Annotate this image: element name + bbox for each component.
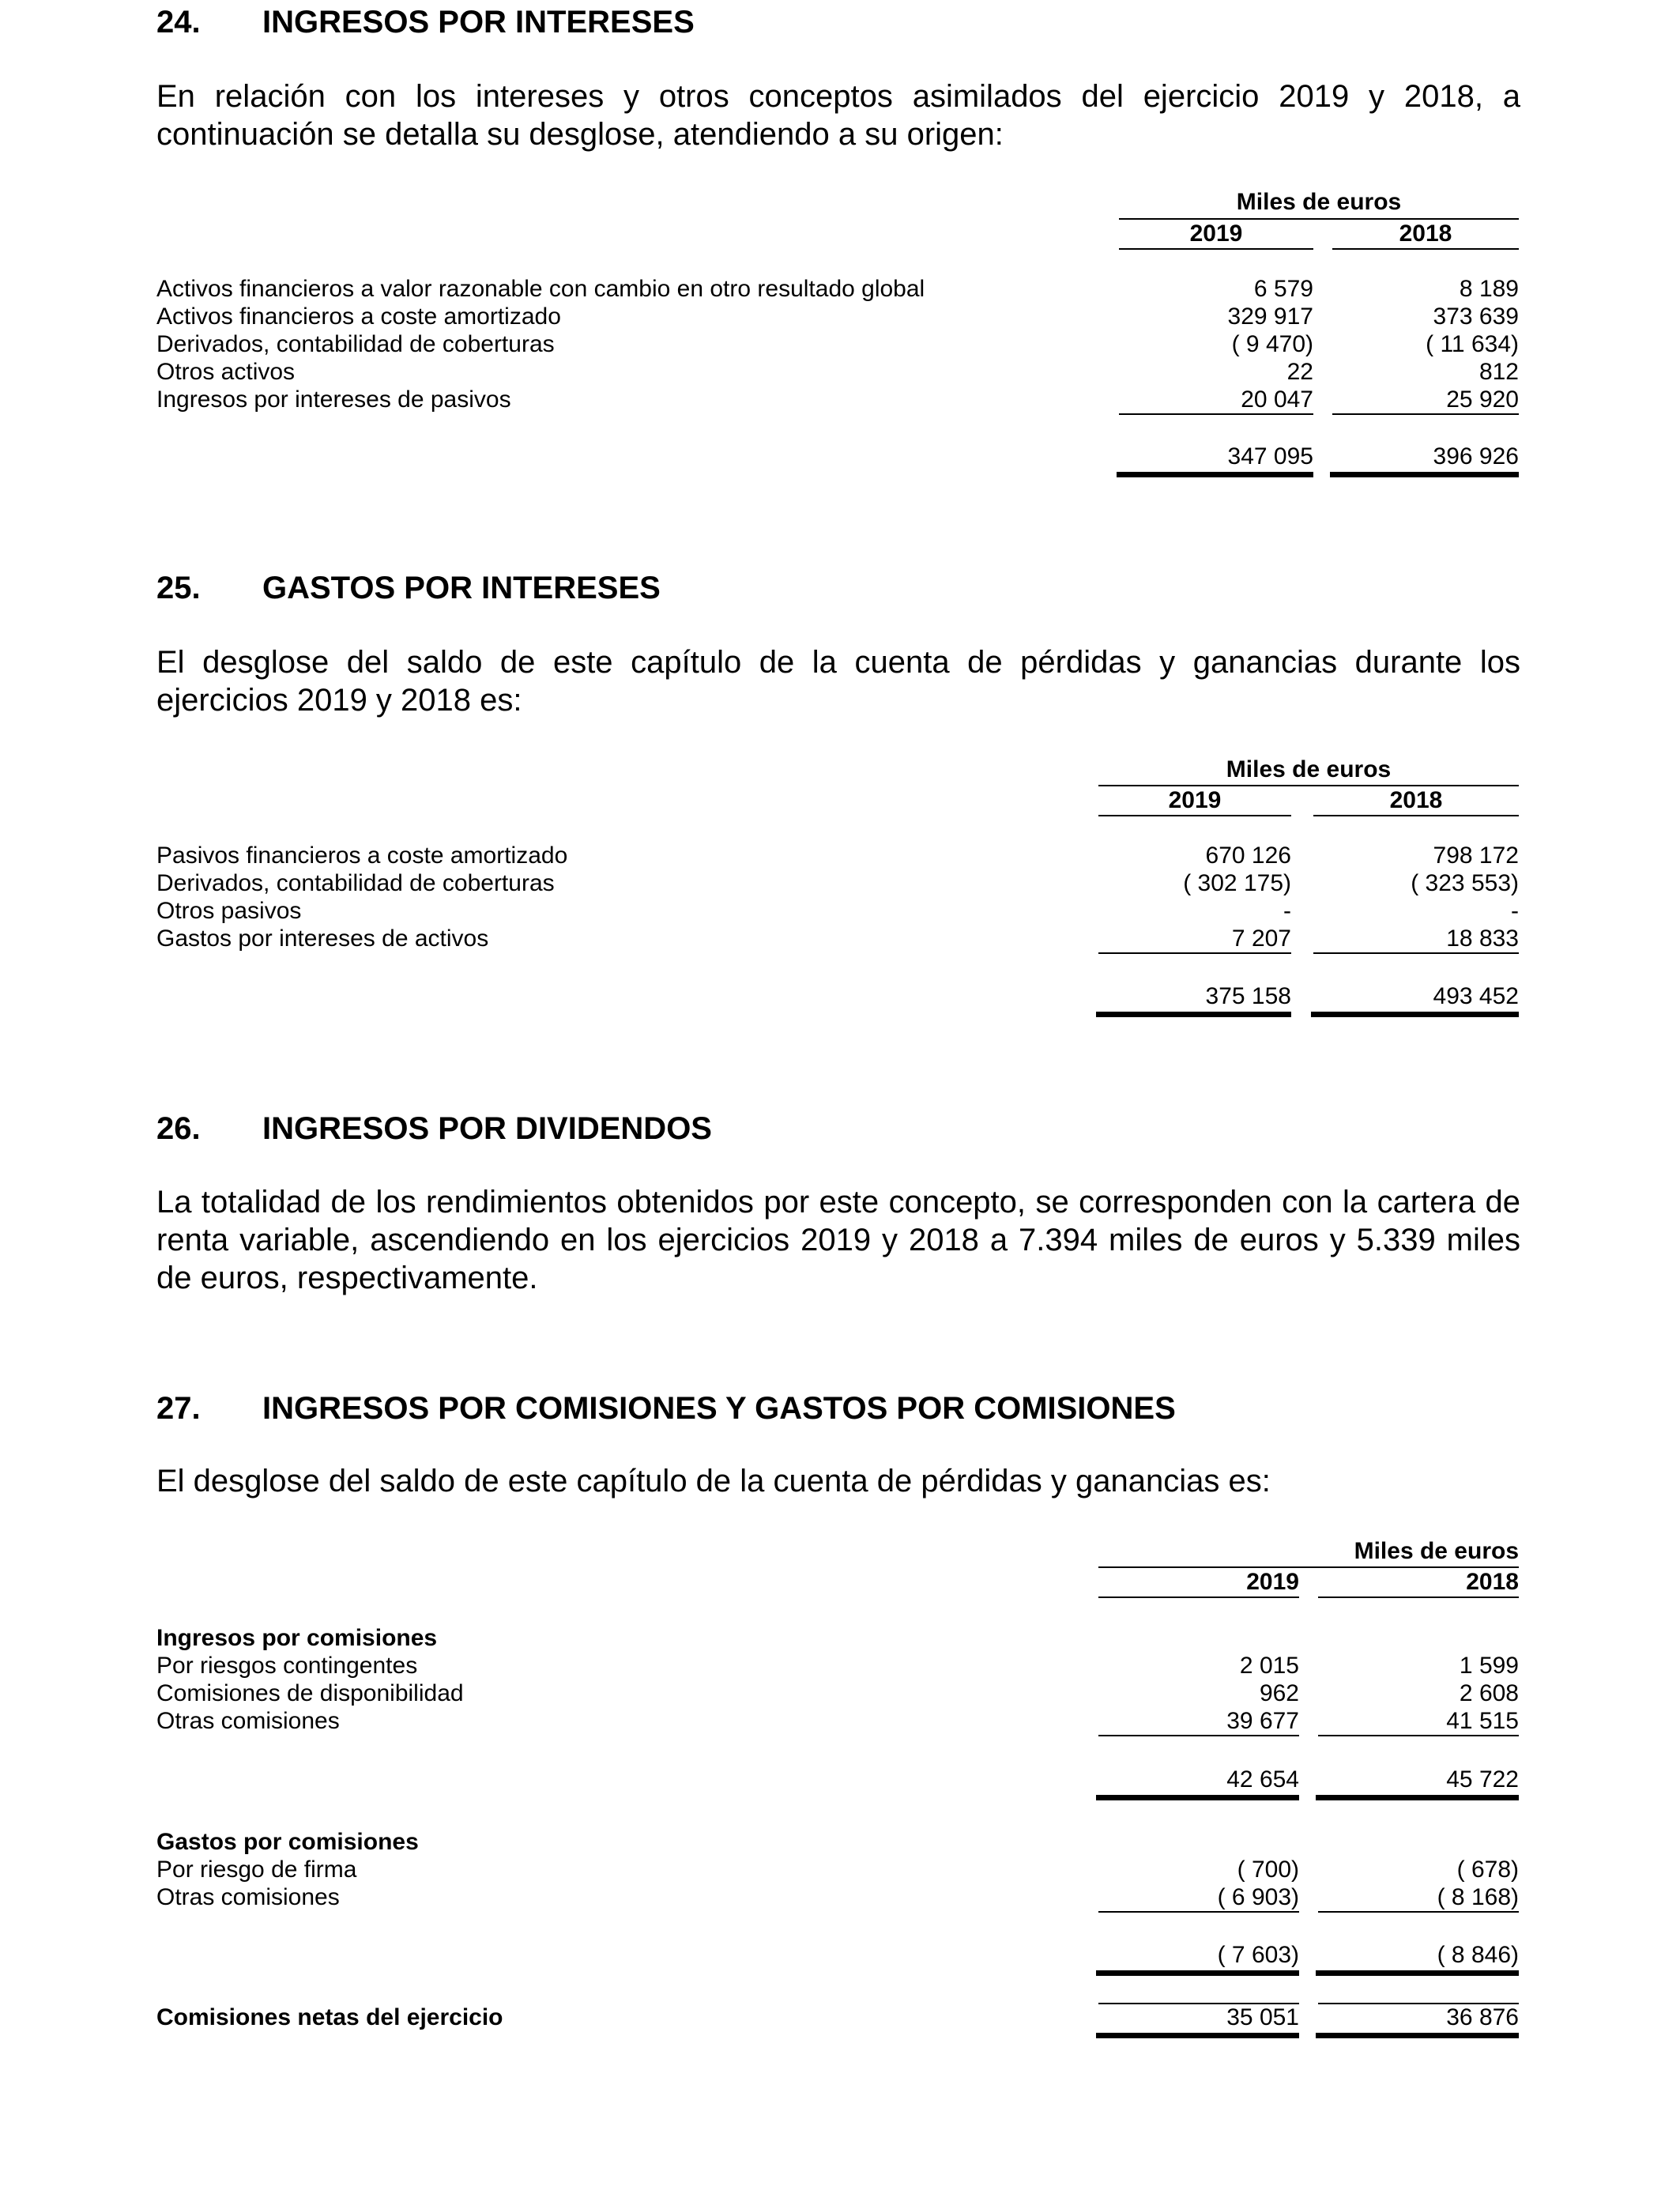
subtotal-rule [1332,413,1519,415]
total-rule [1096,1795,1299,1800]
value-2019: 22 [1286,359,1313,385]
section-24-title [156,5,695,40]
value-2018: 798 172 [1433,843,1519,869]
row-label: Derivados, contabilidad de coberturas [156,331,555,357]
value-2019: 329 917 [1227,303,1313,330]
total-rule [1096,2033,1299,2038]
section-number: 24. [156,5,201,40]
total-rule [1316,1970,1519,1976]
total-rule [1330,472,1519,477]
subtotal-rule [1119,413,1313,415]
value-2018: 812 [1478,359,1519,385]
total-2018: 396 926 [1433,443,1519,469]
section-25-title [156,571,661,605]
section-25-intro: El desglose del saldo de este capítulo de la cuenta de pérdidas y ganancias durante los ejercicios 2019 y 2018 es: [156,645,1520,718]
net-2019: 35 051 [1226,2004,1299,2030]
section-24-intro: En relación con los intereses y otros conceptos asimilados del ejercicio 2019 y 2018, a continuación se detalla su desglose, atendiendo a su origen: [156,79,1520,152]
total-2019: 347 095 [1227,443,1313,469]
row-label: Comisiones de disponibilidad [156,1680,464,1706]
unit-header: Miles de euros [1226,756,1392,782]
total-2019: 375 158 [1205,983,1291,1009]
col-2018-header: 2018 [1466,1569,1519,1595]
col-2018-header: 2018 [1399,221,1452,247]
value-2018: ( 8 168) [1437,1884,1519,1910]
col-2018-rule [1332,248,1519,250]
section-27-intro: El desglose del saldo de este capítulo de la cuenta de pérdidas y ganancias es: [156,1464,1271,1498]
value-2019: 670 126 [1205,843,1291,869]
section-heading: INGRESOS POR COMISIONES Y GASTOS POR COMISIONES [262,1391,1176,1426]
value-2018: ( 678) [1456,1857,1519,1883]
row-label: Activos financieros a coste amortizado [156,303,561,330]
total-rule [1316,1795,1519,1800]
col-2019-rule [1098,815,1291,816]
value-2018: 8 189 [1459,276,1519,302]
income-heading: Ingresos por comisiones [156,1625,438,1651]
section-heading: INGRESOS POR INTERESES [262,5,695,40]
net-2018: 36 876 [1446,2004,1519,2030]
value-2019: ( 700) [1237,1857,1299,1883]
net-label: Comisiones netas del ejercicio [156,2004,503,2030]
total-2018: ( 8 846) [1437,1942,1519,1968]
row-label: Pasivos financieros a coste amortizado [156,843,568,869]
row-label: Otras comisiones [156,1708,340,1734]
row-label: Por riesgos contingentes [156,1653,418,1679]
unit-header: Miles de euros [1354,1538,1519,1564]
total-rule [1316,2033,1519,2038]
subtotal-rule [1318,1735,1519,1736]
value-2019: 962 [1259,1680,1299,1706]
total-2019: 42 654 [1226,1766,1299,1793]
section-number: 27. [156,1391,201,1426]
value-2019: ( 302 175) [1183,870,1291,896]
section-heading: INGRESOS POR DIVIDENDOS [262,1111,712,1146]
subtotal-rule [1098,1911,1299,1913]
col-2019-header: 2019 [1189,221,1243,247]
col-2018-header: 2018 [1389,787,1443,813]
total-rule [1096,1012,1291,1017]
value-2019: 7 207 [1231,925,1291,952]
row-label: Otros activos [156,359,296,385]
section-26-text: La totalidad de los rendimientos obtenidos por este concepto, se corresponden con la cartera de renta variable, ascendiendo en los ejercicios 2019 y 2018 a 7.394 miles de euros y 5.339 miles de euros, respectivamente. [156,1185,1520,1295]
row-label: Derivados, contabilidad de coberturas [156,870,555,896]
col-2019-header: 2019 [1246,1569,1299,1595]
col-2019-rule [1119,248,1313,250]
section-number: 25. [156,571,201,605]
total-rule [1311,1012,1519,1017]
value-2019: 20 047 [1241,386,1313,413]
value-2018: - [1511,898,1519,924]
value-2019: 39 677 [1226,1708,1299,1734]
col-2019-rule [1098,1596,1299,1598]
subtotal-rule [1318,1911,1519,1913]
subtotal-rule [1098,952,1291,954]
value-2018: 2 608 [1459,1680,1519,1706]
col-2018-rule [1318,1596,1519,1598]
row-label: Gastos por intereses de activos [156,925,489,952]
row-label: Por riesgo de firma [156,1857,357,1883]
value-2019: 2 015 [1239,1653,1299,1679]
col-2019-header: 2019 [1168,787,1222,813]
section-heading: GASTOS POR INTERESES [262,571,661,605]
total-rule [1096,1970,1299,1976]
value-2019: 6 579 [1253,276,1313,302]
value-2018: 373 639 [1433,303,1519,330]
value-2018: 18 833 [1446,925,1519,952]
section-number: 26. [156,1111,201,1146]
value-2018: 25 920 [1446,386,1519,413]
expenses-heading: Gastos por comisiones [156,1829,419,1855]
row-label: Activos financieros a valor razonable con cambio en otro resultado global [156,276,925,302]
col-2018-rule [1313,815,1519,816]
unit-header: Miles de euros [1236,189,1402,215]
total-2019: ( 7 603) [1217,1942,1299,1968]
section-26-title [156,1111,712,1146]
subtotal-rule [1098,1735,1299,1736]
value-2018: ( 323 553) [1411,870,1519,896]
value-2018: 41 515 [1446,1708,1519,1734]
value-2019: ( 9 470) [1231,331,1313,357]
value-2018: ( 11 634) [1426,331,1519,357]
total-rule [1117,472,1313,477]
value-2019: ( 6 903) [1217,1884,1299,1910]
total-2018: 45 722 [1446,1766,1519,1793]
value-2018: 1 599 [1459,1653,1519,1679]
row-label: Ingresos por intereses de pasivos [156,386,511,413]
section-27-title [156,1391,1176,1426]
row-label: Otros pasivos [156,898,302,924]
value-2019: - [1283,898,1291,924]
row-label: Otras comisiones [156,1884,340,1910]
total-2018: 493 452 [1433,983,1519,1009]
subtotal-rule [1313,952,1519,954]
